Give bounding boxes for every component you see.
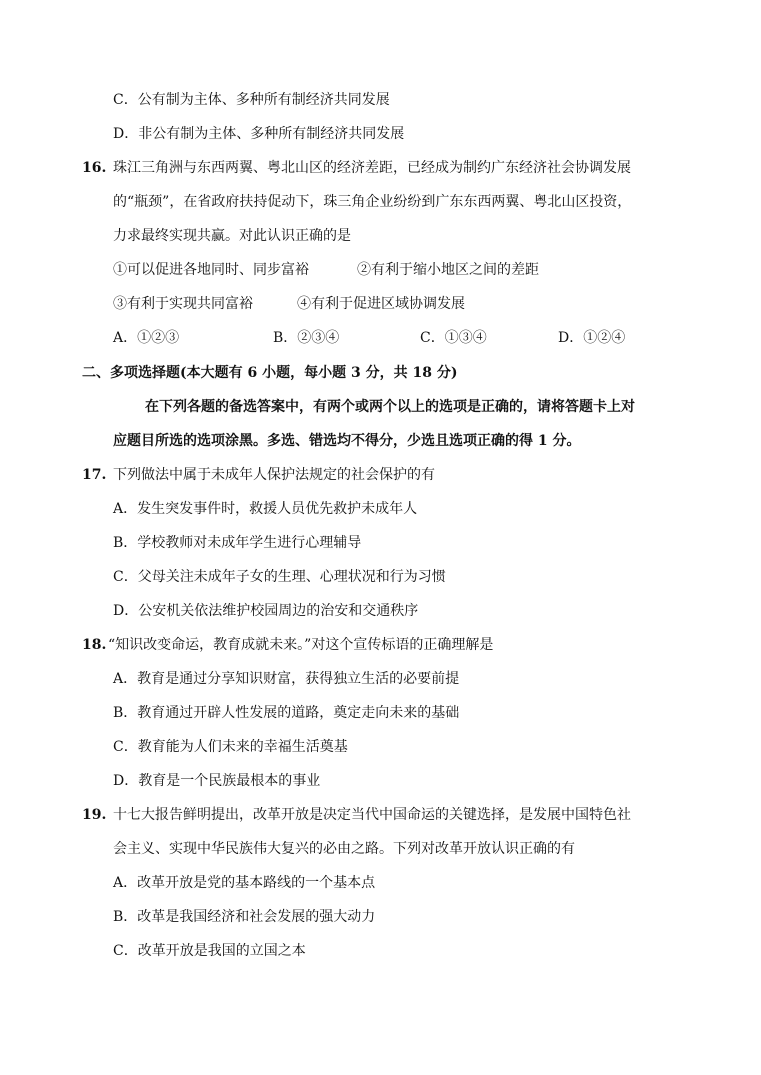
section2-instruction-line1: 在下列各题的备选答案中，有两个或两个以上的选项是正确的，请将答题卡上对 (145, 399, 635, 415)
q16-statement-2: ②有利于缩小地区之间的差距 (357, 262, 539, 278)
q18-number: 18. (82, 637, 107, 653)
q17-option-b: B．学校教师对未成年学生进行心理辅导 (113, 535, 362, 551)
q16-choice-a: A．①②③ (113, 330, 180, 346)
section2-instruction-line2: 应题目所选的选项涂黑。多选、错选均不得分，少选且选项正确的得 1 分。 (113, 433, 581, 449)
q17-text: 下列做法中属于未成年人保护法规定的社会保护的有 (113, 467, 435, 483)
q17-option-c: C．父母关注未成年子女的生理、心理状况和行为习惯 (113, 569, 446, 585)
q16-statement-3: ③有利于实现共同富裕 (113, 296, 253, 312)
section2-title: 二、多项选择题(本大题有 6 小题，每小题 3 分，共 18 分) (82, 365, 458, 381)
q16-number: 16. (82, 160, 107, 176)
q15-option-c: C．公有制为主体、多种所有制经济共同发展 (113, 92, 390, 108)
q18-option-d: D．教育是一个民族最根本的事业 (113, 773, 321, 789)
q16-statement-4: ④有利于促进区域协调发展 (297, 296, 465, 312)
q19-option-a: A．改革开放是党的基本路线的一个基本点 (113, 875, 376, 891)
q19-text-line2: 会主义、实现中华民族伟大复兴的必由之路。下列对改革开放认识正确的有 (113, 841, 575, 857)
q19-option-b: B．改革是我国经济和社会发展的强大动力 (113, 909, 376, 925)
q17-option-a: A．发生突发事件时，救援人员优先救护未成年人 (113, 501, 418, 517)
q18-text: “知识改变命运，教育成就未来。”对这个宣传标语的正确理解是 (108, 637, 494, 653)
q19-text-line1: 十七大报告鲜明提出，改革开放是决定当代中国命运的关键选择，是发展中国特色社 (113, 807, 631, 823)
q17-number: 17. (82, 467, 107, 483)
q16-choice-c: C．①③④ (420, 330, 487, 346)
q16-text-line1: 珠江三角洲与东西两翼、粤北山区的经济差距，已经成为制约广东经济社会协调发展 (113, 160, 631, 176)
q17-option-d: D．公安机关依法维护校园周边的治安和交通秩序 (113, 603, 419, 619)
q18-option-a: A．教育是通过分享知识财富，获得独立生活的必要前提 (113, 671, 460, 687)
q16-text-line2: 的“瓶颈”，在省政府扶持促动下，珠三角企业纷纷到广东东西两翼、粤北山区投资， (113, 194, 632, 210)
q16-choice-b: B．②③④ (273, 330, 340, 346)
q16-choice-d: D．①②④ (558, 330, 626, 346)
q19-number: 19. (82, 807, 107, 823)
q16-text-line3: 力求最终实现共赢。对此认识正确的是 (113, 228, 351, 244)
q15-option-d: D．非公有制为主体、多种所有制经济共同发展 (113, 126, 405, 142)
q16-statement-1: ①可以促进各地同时、同步富裕 (113, 262, 309, 278)
q18-option-c: C．教育能为人们未来的幸福生活奠基 (113, 739, 348, 755)
q18-option-b: B．教育通过开辟人性发展的道路，奠定走向未来的基础 (113, 705, 460, 721)
q19-option-c: C．改革开放是我国的立国之本 (113, 943, 306, 959)
